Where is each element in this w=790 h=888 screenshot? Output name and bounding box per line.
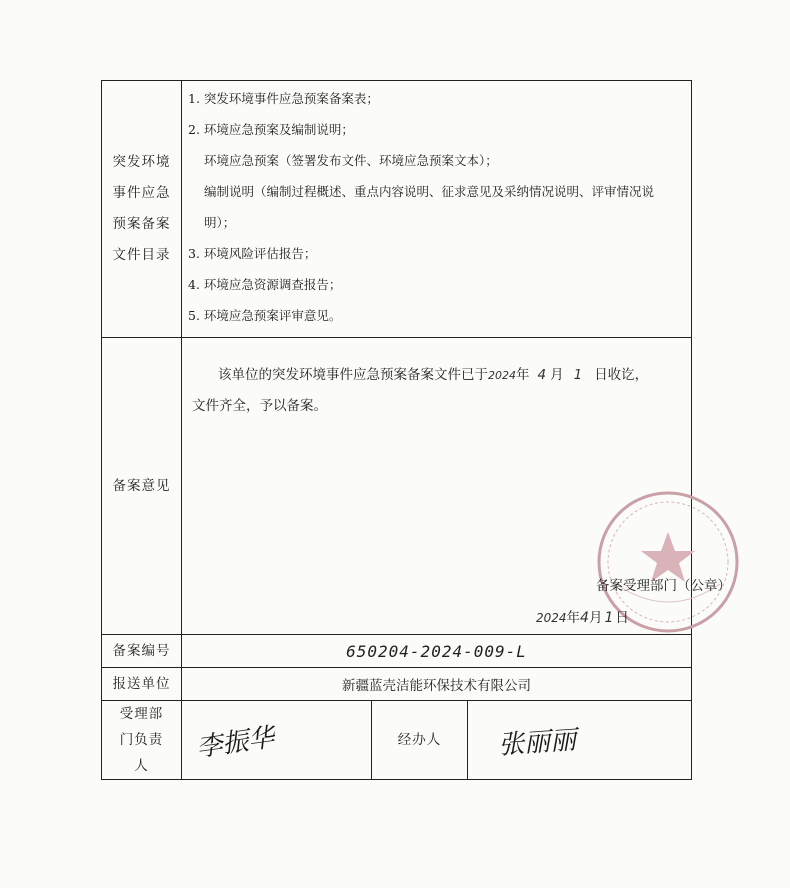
filing-department-label: 备案受理部门（公章） (596, 578, 731, 594)
dept-head-label: 受理部门负责人 (102, 701, 182, 780)
catalog-item: 4. 环境应急资源调查报告； (188, 277, 342, 292)
catalog-list-cell (182, 81, 692, 338)
submitting-unit-label: 报送单位 (102, 668, 182, 701)
catalog-item: 5. 环境应急预案评审意见。 (188, 308, 342, 323)
signature-row (102, 701, 692, 780)
handler-label: 经办人 (372, 701, 468, 780)
catalog-row (102, 81, 692, 338)
catalog-list (182, 81, 691, 337)
filing-date: 2024年4月 1 日 (536, 610, 629, 626)
opinion-line-2: 文件齐全，予以备案。 (192, 398, 327, 414)
number-row (102, 635, 692, 668)
opinion-label: 备案意见 (102, 338, 182, 635)
sign-day: 1 (604, 610, 614, 626)
catalog-label: 突发环境事件应急预案备案文件目录 (102, 81, 182, 338)
filing-form-table (101, 80, 731, 780)
opinion-cell (182, 338, 731, 635)
opinion-line-1: 该单位的突发环境事件应急预案备案文件已于2024年 4 月 1 日收讫， (218, 367, 649, 383)
catalog-item: 3. 环境风险评估报告； (188, 246, 317, 261)
unit-row (102, 668, 692, 701)
sign-year: 2024 (536, 611, 567, 625)
filing-number-label: 备案编号 (102, 635, 182, 668)
catalog-item: 编制说明（编制过程概述、重点内容说明、征求意见及采纳情况说明、评审情况说明）； (204, 184, 655, 230)
opinion-text (192, 360, 677, 422)
handler-signature: 张丽丽 (497, 724, 578, 761)
catalog-item: 2. 环境应急预案及编制说明； (188, 122, 354, 137)
catalog-item: 1. 突发环境事件应急预案备案表； (188, 91, 379, 106)
handler-signature-cell (468, 701, 692, 780)
dept-head-signature: 李振华 (194, 722, 277, 763)
dept-head-signature-cell (182, 701, 372, 780)
sign-month: 4 (580, 610, 589, 626)
submitting-unit-cell (182, 668, 692, 701)
opinion-month: 4 (537, 367, 547, 383)
filing-number-cell (182, 635, 692, 668)
opinion-day: 1 (573, 367, 583, 383)
catalog-item: 环境应急预案（签署发布文件、环境应急预案文本）； (204, 153, 498, 168)
opinion-row (102, 338, 692, 635)
submitting-unit-value: 新疆蓝壳洁能环保技术有限公司 (342, 678, 531, 694)
filing-number-value: 650204-2024-009-L (346, 641, 527, 661)
opinion-year: 2024 (488, 369, 516, 382)
